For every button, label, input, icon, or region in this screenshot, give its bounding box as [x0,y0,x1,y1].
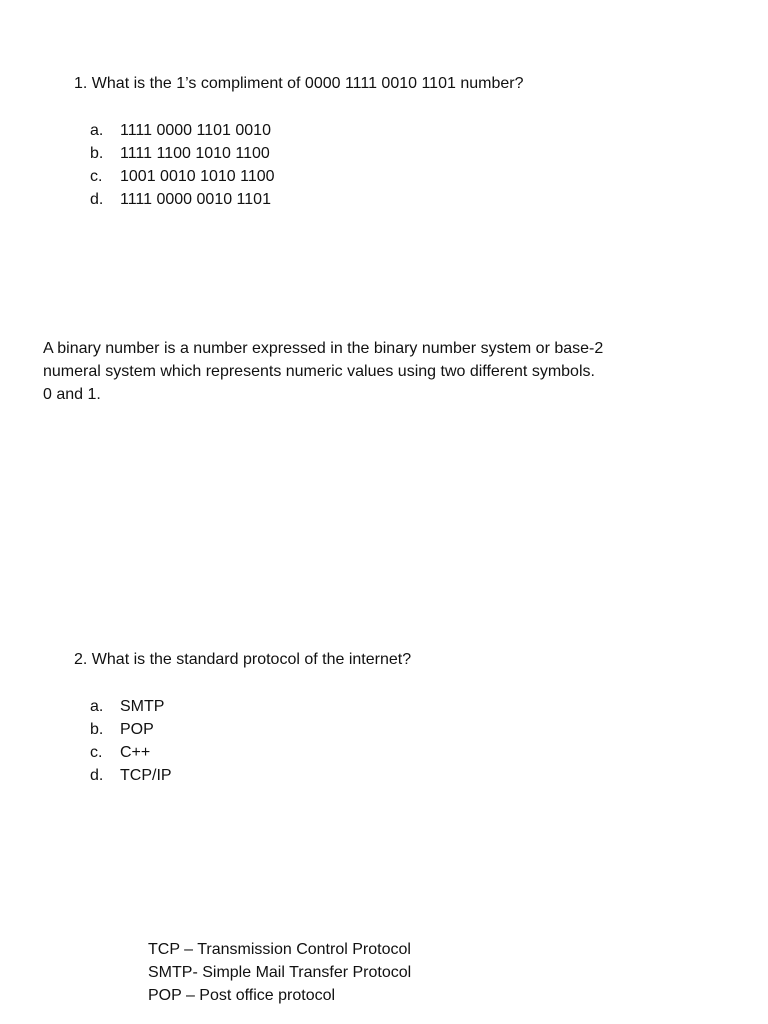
explanation-1-line: numeral system which represents numeric values using two different symbols. [43,363,595,380]
option-letter: d. [90,191,104,208]
explanation-2-line: TCP – Transmission Control Protocol [148,941,411,958]
explanation-1-paragraph [43,337,683,406]
option-letter: a. [90,698,104,715]
option-text: 1111 0000 1101 0010 [120,122,271,139]
option-text: 1111 1100 1010 1100 [120,145,270,162]
option-text: POP [120,721,154,738]
option-text: C++ [120,744,151,761]
question-1-option-c [90,165,275,188]
option-letter: b. [90,145,104,162]
question-2-option-b [90,718,154,741]
question-2-option-d [90,764,172,787]
option-text: SMTP [120,698,165,715]
option-text: 1001 0010 1010 1100 [120,168,275,185]
option-letter: a. [90,122,104,139]
option-letter: b. [90,721,104,738]
question-2-text: 2. What is the standard protocol of the internet? [74,651,412,668]
option-letter: d. [90,767,104,784]
explanation-1-line: 0 and 1. [43,386,101,403]
question-1-option-b [90,142,270,165]
option-text: TCP/IP [120,767,172,784]
question-1-option-d [90,188,271,211]
explanation-2-notes [148,938,411,1007]
option-letter: c. [90,744,103,761]
option-letter: c. [90,168,103,185]
option-text: 1111 0000 0010 1101 [120,191,271,208]
question-2-option-c [90,741,150,764]
explanation-2-line: SMTP- Simple Mail Transfer Protocol [148,964,412,981]
explanation-1-line: A binary number is a number expressed in the binary number system or base-2 [43,340,604,357]
question-2-option-a [90,695,164,718]
question-1-text: 1. What is the 1’s compliment of 0000 1111 0010 1101 number? [74,75,524,92]
explanation-2-line: POP – Post office protocol [148,987,336,1004]
question-1-option-a [90,119,271,142]
